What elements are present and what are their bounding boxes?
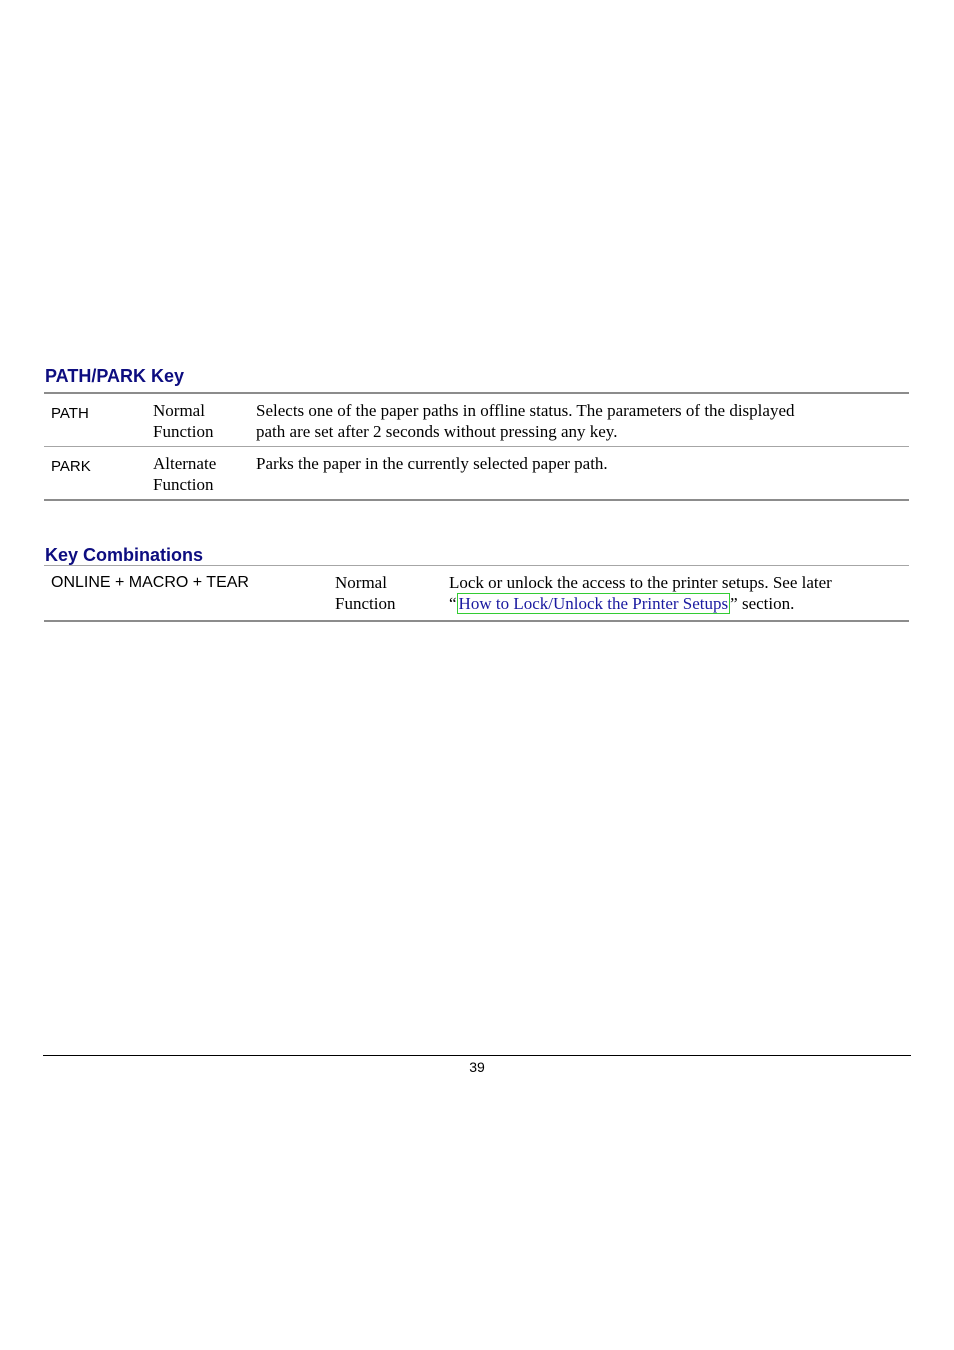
function-type-line: Function — [153, 422, 214, 441]
key-name: PARK — [51, 458, 91, 475]
function-type-line: Normal — [153, 401, 205, 420]
section-title-path-park: PATH/PARK Key — [45, 366, 185, 386]
description-line: Parks the paper in the currently selected paper path. — [256, 454, 608, 473]
table-bottom-rule — [44, 620, 909, 622]
function-description — [256, 453, 896, 474]
page-number: 39 — [469, 1059, 485, 1075]
function-type-line: Function — [335, 594, 396, 613]
table-bottom-rule — [44, 499, 909, 501]
function-description — [449, 572, 904, 614]
function-type-line: Function — [153, 475, 214, 494]
key-name: PATH — [51, 405, 89, 422]
description-line: Lock or unlock the access to the printer setups. See later — [449, 573, 832, 592]
key-combination: ONLINE + MACRO + TEAR — [51, 574, 249, 591]
description-line: path are set after 2 seconds without pressing any key. — [256, 422, 618, 441]
row-divider — [44, 446, 909, 447]
function-type-line: Alternate — [153, 454, 217, 473]
function-type — [153, 400, 213, 442]
description-line — [449, 593, 904, 614]
table-top-rule — [44, 392, 909, 394]
function-type-line: Normal — [335, 573, 387, 592]
description-line: Selects one of the paper paths in offline status. The parameters of the displayed — [256, 401, 795, 420]
footer-rule — [43, 1055, 911, 1056]
section-title-key-combinations: Key Combinations — [45, 545, 204, 565]
table-top-rule — [44, 565, 909, 566]
function-type — [335, 572, 395, 614]
open-quote: “ — [449, 594, 457, 613]
function-type — [153, 453, 216, 495]
cross-reference-link[interactable]: How to Lock/Unlock the Printer Setups — [458, 594, 729, 613]
function-description — [256, 400, 896, 442]
description-suffix: ” section. — [730, 594, 795, 613]
